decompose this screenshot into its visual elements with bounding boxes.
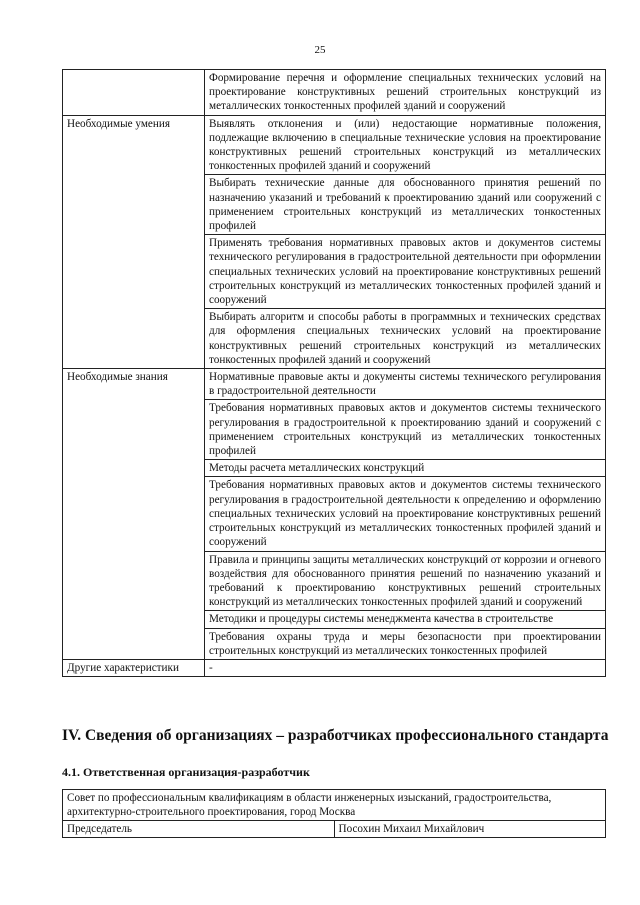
table-cell: Применять требования нормативных правовых актов и документов системы технического регулирования в градостроительной деятельности при оформлении специальных технических условий на проектирование конструктивных решений строительных конструкций из металлических тонкостенных профилей зданий и сооружений [205,235,606,309]
organization-chair-row [63,821,606,838]
table-cell: Требования охраны труда и меры безопасности при проектировании строительных конструкций из металлических тонкостенных профилей [205,628,606,659]
chair-name: Посохин Михаил Михайлович [334,821,606,838]
table-cell: Требования нормативных правовых актов и документов системы технического регулирования в градостроительной деятельности к определению и оформлению специальных технических условий на проектирование конструктивных решений строительных конструкций из металлических тонкостенных профилей зданий и сооружений [205,477,606,551]
subsection-title: 4.1. Ответственная организация-разработчик [62,765,310,779]
table-cell: Нормативные правовые акты и документы системы технического регулирования в градостроительной деятельности [205,369,606,400]
row-label [63,70,205,116]
table-row [63,115,606,175]
table-cell: Выбирать технические данные для обоснованного принятия решений по назначению указаний и требований к проектированию зданий или сооружений с применением строительных конструкций из металлических тонкостенных профилей [205,175,606,235]
organization-name: Совет по профессиональным квалификациям в области инженерных изысканий, градостроительства, архитектурно-строительного проектирования, город Москва [63,790,606,821]
row-label: Другие характеристики [63,659,205,676]
competency-table-body [63,70,606,677]
organization-name-row [63,790,606,821]
table-cell: Требования нормативных правовых актов и документов системы технического регулирования в градостроительной к проектированию зданий и сооружений с применением строительных конструкций из металлических тонкостенных профилей [205,400,606,460]
row-label: Необходимые умения [63,115,205,368]
table-row [63,70,606,116]
page-number: 25 [314,44,326,56]
table-cell: Методы расчета металлических конструкций [205,460,606,477]
table-row [63,369,606,400]
table-cell: Выявлять отклонения и (или) недостающие нормативные положения, подлежащие включению в специальные технические условия на проектирование конструктивных решений строительных конструкций из металлических тонкостенных профилей зданий и сооружений [205,115,606,175]
organization-table [62,789,606,838]
table-cell: Правила и принципы защиты металлических конструкций от коррозии и огневого воздействия для обоснованного принятия решений по назначению указаний и требований к проектированию конструктивных решений строительных конструкций из металлических тонкостенных профилей зданий и сооружений [205,551,606,611]
competency-table [62,69,606,677]
table-cell: Формирование перечня и оформление специальных технических условий на проектирование конструктивных решений строительных конструкций из металлических тонкостенных профилей зданий и сооружений [205,70,606,116]
table-cell: Выбирать алгоритм и способы работы в программных и технических средствах для оформления специальных технических условий на проектирование конструктивных решений строительных конструкций из металлических тонкостенных профилей зданий и сооружений [205,309,606,369]
row-label: Необходимые знания [63,369,205,660]
section-title: IV. Сведения об организациях – разработчиках профессионального стандарта [62,727,609,744]
table-cell: - [205,659,606,676]
table-row [63,659,606,676]
table-cell: Методики и процедуры системы менеджмента качества в строительстве [205,611,606,628]
chair-role: Председатель [63,821,335,838]
